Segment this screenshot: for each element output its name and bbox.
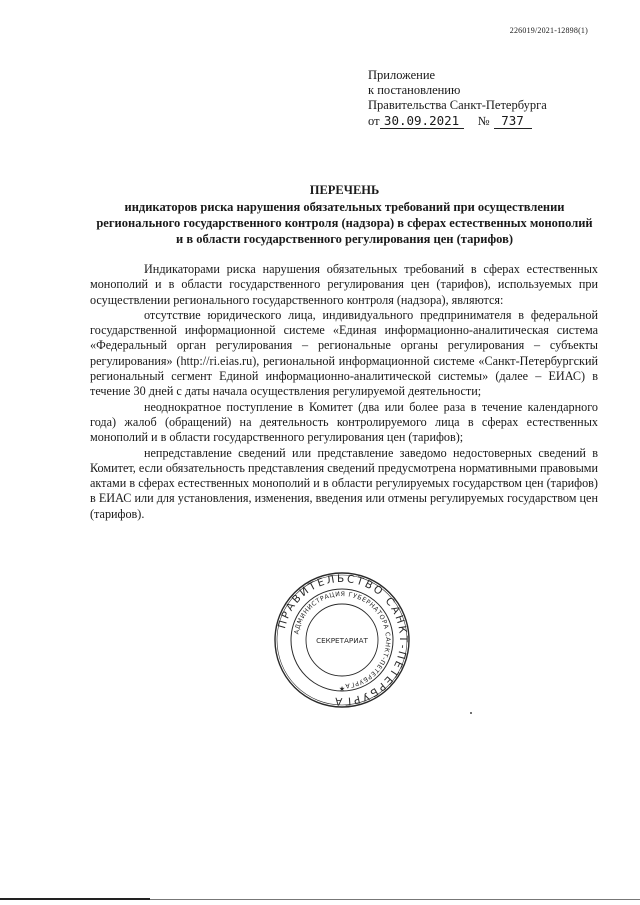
appendix-date-value: 30.09.2021: [380, 113, 464, 129]
seal-inner-text: АДМИНИСТРАЦИЯ ГУБЕРНАТОРА САНКТ-ПЕТЕРБУРГА: [293, 590, 392, 689]
document-registration-number: 226019/2021-12898(1): [509, 26, 588, 35]
bottom-scan-edge-thin: [150, 899, 640, 900]
appendix-resolution-ref: к постановлению: [368, 83, 461, 97]
document-body: [90, 262, 598, 522]
appendix-number-value: 737: [494, 113, 532, 129]
appendix-date-number-line: [368, 113, 598, 129]
appendix-label: Приложение: [368, 68, 436, 82]
scan-dot-mark: [470, 712, 472, 714]
title-main: ПЕРЕЧЕНЬ: [309, 183, 380, 197]
seal-graphic: [272, 570, 412, 710]
document-title: [92, 182, 597, 247]
appendix-date-prefix: от: [368, 114, 380, 128]
secretariat-seal-stamp: [272, 570, 412, 710]
seal-center-text: СЕКРЕТАРИАТ: [316, 636, 368, 645]
body-paragraph-indicator-3: непредставление сведений или представление заведомо недостоверных сведений в Комитет, если обязательность представления сведений предусмотрена нормативными правовыми актами в сферах естественных монополий и в области регулируемых государством цен (тарифов) в ЕИАС или для установления, изменения, введения или отмены регулируемых государством цен (тарифов).: [90, 445, 598, 521]
appendix-block: [368, 68, 598, 129]
appendix-number-sign: №: [477, 114, 490, 128]
appendix-government: Правительства Санкт-Петербурга: [368, 98, 547, 112]
body-paragraph-intro: Индикаторами риска нарушения обязательных требований в сферах естественных монополий и в области государственного регулирования цен (тарифов), используемых при осуществлении регионального государственного контроля (надзора), являются:: [90, 262, 598, 307]
body-paragraph-indicator-2: неоднократное поступление в Комитет (два или более раза в течение календарного года) жалоб (обращений) на деятельность контролируемого лица в сферах естественных монополий и в области государственного регулирования цен (тарифов);: [90, 399, 598, 445]
seal-star-icon: ★: [338, 685, 346, 693]
body-paragraph-indicator-1: отсутствие юридического лица, индивидуального предпринимателя в федеральной государственной информационной системе «Единая информационно-аналитическая система «Федеральный орган регулирования – региональные органы регулирования – субъекты регулирования» (http://ri.eias.ru), региональной информационной системе «Санкт-Петербургский региональный сегмент Единой информационно-аналитической системы» (далее – ЕИАС) в течение 30 дней с даты начала осуществления регулируемой деятельности;: [90, 307, 598, 399]
seal-outer-text: ПРАВИТЕЛЬСТВО САНКТ-ПЕТЕРБУРГА: [276, 572, 410, 708]
title-subtitle: индикаторов риска нарушения обязательных требований при осуществлении регионального государственного контроля (надзора) в сферах естественных монополий и в области государственного регулирования цен (тарифов): [96, 200, 593, 246]
bottom-scan-edge-thick: [0, 898, 150, 900]
